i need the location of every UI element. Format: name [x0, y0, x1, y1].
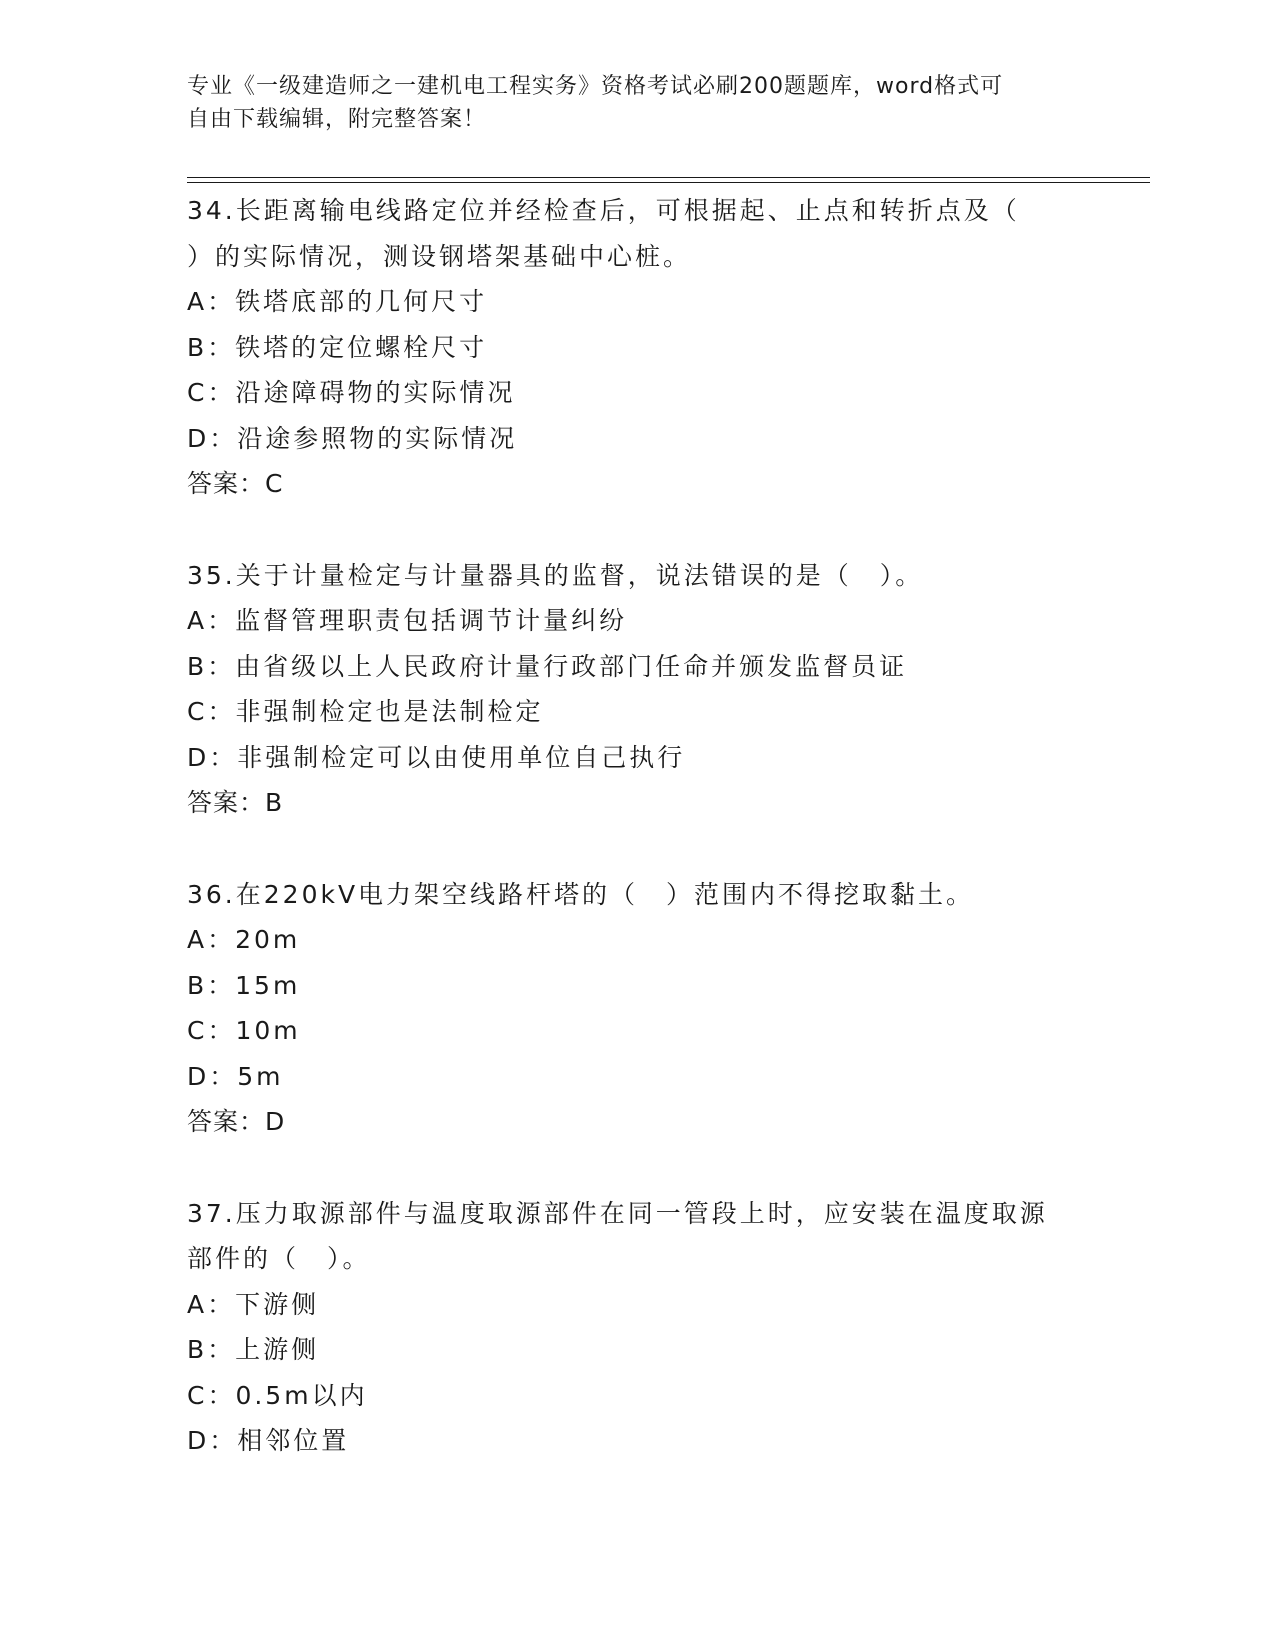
- option-a: A：监督管理职责包括调节计量纠纷: [187, 606, 628, 635]
- question-37: [187, 1191, 1087, 1464]
- option-c: C：沿途障碍物的实际情况: [187, 378, 516, 407]
- question-stem: 36.在220kV电力架空线路杆塔的（ ）范围内不得挖取黏土。: [187, 879, 975, 909]
- option-a: A：铁塔底部的几何尺寸: [187, 287, 488, 316]
- question-34: [187, 188, 1087, 507]
- option-d: D：沿途参照物的实际情况: [187, 423, 518, 453]
- question-stem: 34.长距离输电线路定位并经检查后，可根据起、止点和转折点及（: [187, 196, 1020, 225]
- question-spacer: [187, 1145, 1087, 1191]
- option-b: B：铁塔的定位螺栓尺寸: [187, 332, 488, 362]
- answer-line: 答案：C: [187, 469, 284, 498]
- option-c: C：10m: [187, 1016, 301, 1045]
- option-a: A：20m: [187, 925, 301, 954]
- question-spacer: [187, 507, 1087, 553]
- question-spacer: [187, 826, 1087, 872]
- option-d: D：5m: [187, 1061, 284, 1091]
- option-c: C：0.5m以内: [187, 1380, 368, 1410]
- option-b: B：由省级以上人民政府计量行政部门任命并颁发监督员证: [187, 651, 908, 681]
- header-line-1: 专业《一级建造师之一建机电工程实务》资格考试必刷200题题库，word格式可: [187, 74, 1004, 99]
- header-line-2: 自由下载编辑，附完整答案！: [187, 107, 487, 132]
- question-stem: 35.关于计量检定与计量器具的监督，说法错误的是（ ）。: [187, 560, 924, 590]
- question-35: [187, 553, 1087, 826]
- question-stem: ）的实际情况，测设钢塔架基础中心桩。: [187, 241, 692, 271]
- question-list: [187, 188, 1087, 1464]
- document-header: [187, 70, 1087, 136]
- option-c: C：非强制检定也是法制检定: [187, 697, 544, 726]
- header-divider-bottom: [187, 182, 1150, 183]
- header-divider-top: [187, 177, 1150, 178]
- option-d: D：相邻位置: [187, 1426, 350, 1455]
- option-b: B：上游侧: [187, 1335, 320, 1364]
- question-stem: 37.压力取源部件与温度取源部件在同一管段上时，应安装在温度取源: [187, 1198, 1048, 1228]
- answer-line: 答案：B: [187, 788, 284, 817]
- option-b: B：15m: [187, 970, 301, 1000]
- question-stem: 部件的（ ）。: [187, 1244, 371, 1273]
- option-a: A：下游侧: [187, 1289, 320, 1319]
- question-36: [187, 872, 1087, 1145]
- answer-line: 答案：D: [187, 1107, 286, 1136]
- option-d: D：非强制检定可以由使用单位自己执行: [187, 742, 686, 772]
